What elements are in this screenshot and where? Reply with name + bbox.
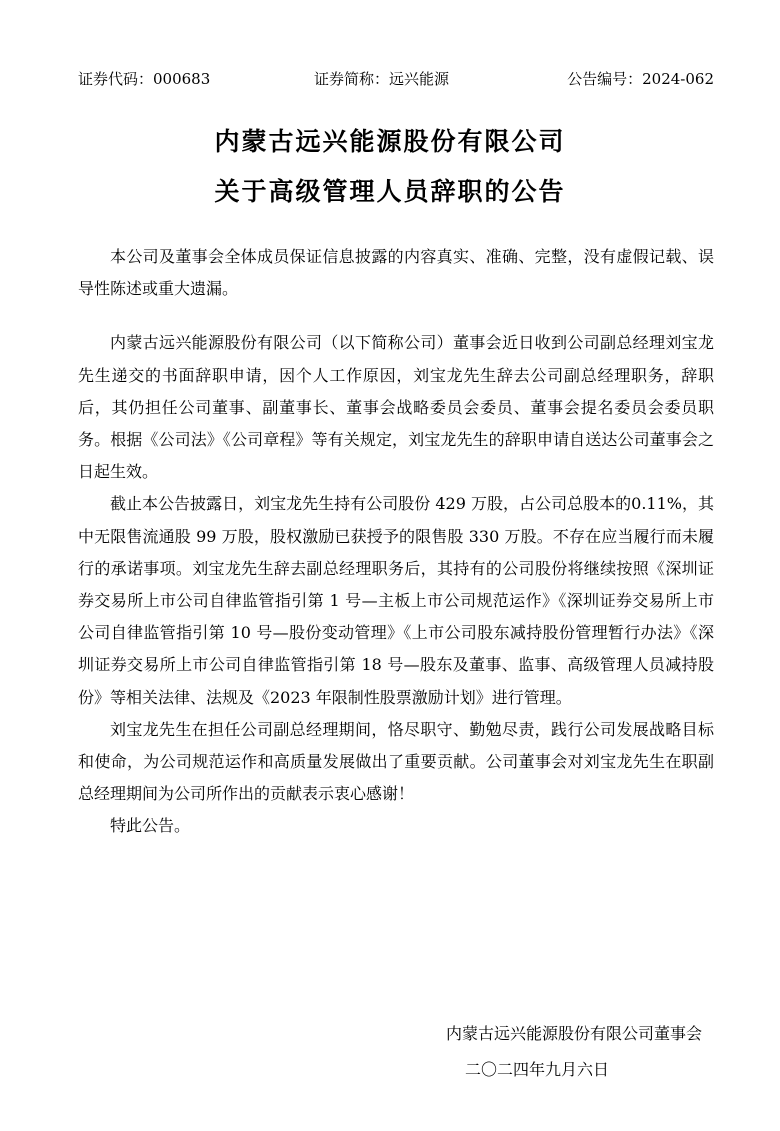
disclosure-statement: 本公司及董事会全体成员保证信息披露的内容真实、准确、完整，没有虚假记载、误导性陈述或重大遗漏。 <box>78 247 714 299</box>
announcement-date: 二〇二四年九月六日 <box>465 1060 610 1079</box>
board-signature: 内蒙古远兴能源股份有限公司董事会 <box>445 1024 702 1043</box>
announcement-title: 关于高级管理人员辞职的公告 <box>214 177 566 206</box>
announcement-body <box>78 241 714 843</box>
stock-code: 证券代码：000683 <box>78 70 211 88</box>
stock-name: 证券简称：远兴能源 <box>314 70 450 88</box>
company-title: 内蒙古远兴能源股份有限公司 <box>214 127 566 156</box>
resignation-paragraph: 内蒙古远兴能源股份有限公司（以下简称公司）董事会近日收到公司副总经理刘宝龙先生递交的书面辞职申请，因个人工作原因，刘宝龙先生辞去公司副总经理职务，辞职后，其仍担任公司董事、副董事长、董事会战略委员会委员、董事会提名委员会委员职务。根据《公司法》《公司章程》等有关规定，刘宝龙先生的辞职申请自送达公司董事会之日起生效。 <box>78 333 714 482</box>
announcement-header <box>78 68 714 92</box>
closing-paragraph: 特此公告。 <box>110 816 191 836</box>
announcement-number: 公告编号：2024-062 <box>567 70 714 88</box>
appreciation-paragraph: 刘宝龙先生在担任公司副总经理期间，恪尽职守、勤勉尽责，践行公司发展战略目标和使命，为公司规范运作和高质量发展做出了重要贡献。公司董事会对刘宝龙先生在职副总经理期间为公司所作出的贡献表示衷心感谢！ <box>78 719 714 804</box>
shareholding-paragraph: 截止本公告披露日，刘宝龙先生持有公司股份 429 万股，占公司总股本的0.11%，其中无限售流通股 99 万股，股权激励已获授予的限售股 330 万股。不存在应当履行而未履行的承诺事项。刘宝龙先生辞去副总经理职务后，其持有的公司股份将继续按照《深圳证券交易所上市公司自律监管指引第 1 号—主板上市公司规范运作》《深圳证券交易所上市公司自律监管指引第 10 号—股份变动管理》《上市公司股东减持股份管理暂行办法》《深圳证券交易所上市公司自律监管指引第 18 号—股东及董事、监事、高级管理人员减持股份》等相关法律、法规及《2023 年限制性股票激励计划》进行管理。 <box>78 494 714 707</box>
